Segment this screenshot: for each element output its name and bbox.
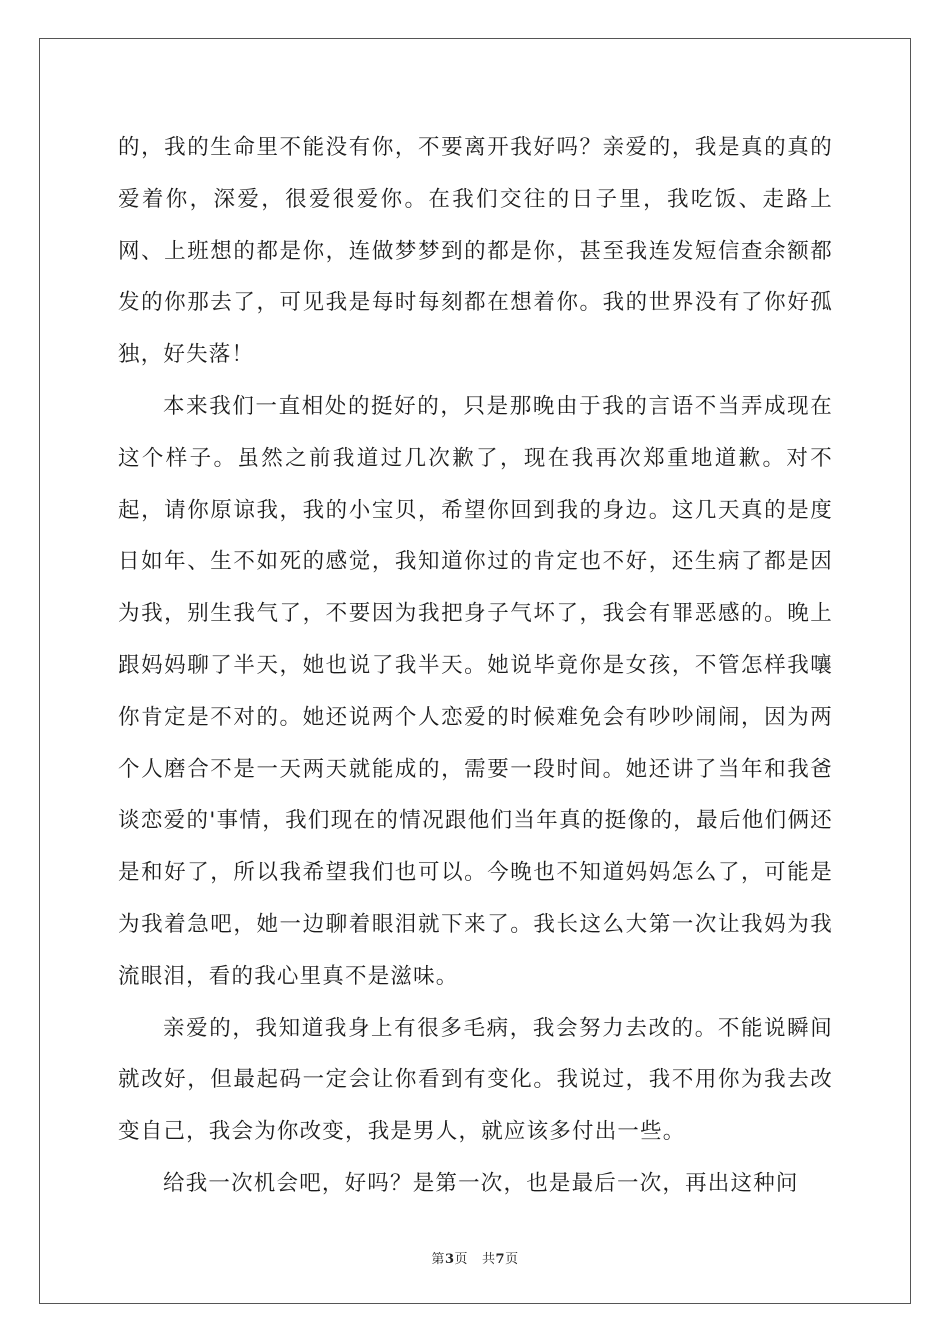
document-body xyxy=(118,122,833,1210)
paragraph-4: 给我一次机会吧，好吗？是第一次，也是最后一次，再出这种问 xyxy=(163,1170,799,1196)
total-prefix: 共 xyxy=(482,1252,496,1267)
page-footer xyxy=(0,1248,950,1267)
paragraph-1: 的，我的生命里不能没有你，不要离开我好吗？亲爱的，我是真的真的爱着你，深爱，很爱很爱你。在我们交往的日子里，我吃饭、走路上网、上班想的都是你，连做梦梦到的都是你，甚至我连发短信查余额都发的你那去了，可见我是每时每刻都在想着你。我的世界没有了你好孤独，好失落！ xyxy=(118,135,833,368)
total-pages: 7 xyxy=(495,1252,506,1267)
page-suffix: 页 xyxy=(454,1252,468,1267)
page-number: 3 xyxy=(444,1252,455,1267)
total-suffix: 页 xyxy=(505,1252,519,1267)
paragraph-3: 亲爱的，我知道我身上有很多毛病，我会努力去改的。不能说瞬间就改好，但最起码一定会让你看到有变化。我说过，我不用你为我去改变自己，我会为你改变，我是男人，就应该多付出一些。 xyxy=(118,1015,833,1145)
page-prefix: 第 xyxy=(431,1252,445,1267)
paragraph-2: 本来我们一直相处的挺好的，只是那晚由于我的言语不当弄成现在这个样子。虽然之前我道过几次歉了，现在我再次郑重地道歉。对不起，请你原谅我，我的小宝贝，希望你回到我的身边。这几天真的是度日如年、生不如死的感觉，我知道你过的肯定也不好，还生病了都是因为我，别生我气了，不要因为我把身子气坏了，我会有罪恶感的。晚上跟妈妈聊了半天，她也说了我半天。她说毕竟你是女孩，不管怎样我嚷你肯定是不对的。她还说两个人恋爱的时候难免会有吵吵闹闹，因为两个人磨合不是一天两天就能成的，需要一段时间。她还讲了当年和我爸谈恋爱的'事情，我们现在的情况跟他们当年真的挺像的，最后他们俩还是和好了，所以我希望我们也可以。今晚也不知道妈妈怎么了，可能是为我着急吧，她一边聊着眼泪就下来了。我长这么大第一次让我妈为我流眼泪，看的我心里真不是滋味。 xyxy=(118,393,833,989)
